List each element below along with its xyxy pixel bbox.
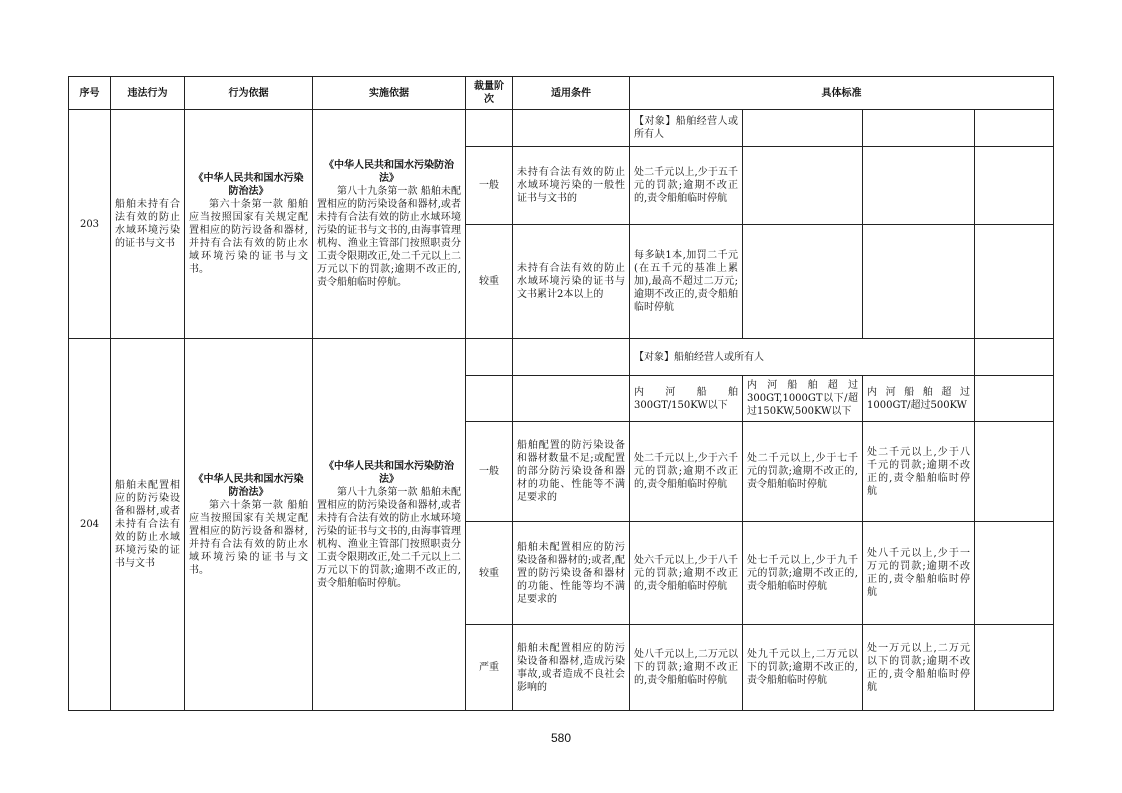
header-level: 裁量阶次 [466, 77, 513, 110]
row-204-basis-text: 第六十条第一款 船舶应当按照国家有关规定配置相应的防污设备和器材,并持有合法有效的防止水域环境污染的证书与文书。 [189, 499, 308, 576]
header-standard: 具体标准 [630, 77, 1054, 110]
row-203-act: 船舶未持有合法有效的防止水域环境污染的证书与文书 [111, 110, 185, 339]
row-204-no: 204 [69, 339, 111, 711]
row-204-basis-title: 《中华人民共和国水污染防治法》 [193, 473, 304, 498]
header-violation: 违法行为 [111, 77, 185, 110]
row-204-cond-2: 船舶未配置相应的防污染设备和器材的;或者,配置的防污染设备和器材的功能、性能等均不满足要求的 [513, 522, 630, 625]
row-204-level-1: 一般 [466, 422, 513, 522]
page-number: 580 [550, 731, 572, 745]
row-204-std-3-a: 处八千元以上,二万元以下的罚款;逾期不改正的,责令船舶临时停航 [630, 625, 743, 711]
row-204-cond-1: 船舶配置的防污染设备和器材数量不足;或配置的部分防污染设备和器材的功能、性能等不满足要求的 [513, 422, 630, 522]
row-203-object: 【对象】船舶经营人或所有人 [630, 110, 743, 147]
row-203-level-2: 较重 [466, 225, 513, 339]
row-204-impl-title: 《中华人民共和国水污染防治法》 [324, 460, 454, 485]
row-204-std-3-c: 处一万元以上,二万元以下的罚款;逾期不改正的,责令船舶临时停航 [863, 625, 975, 711]
row-203-level-1: 一般 [466, 147, 513, 225]
row-203-basis-text: 第六十条第一款 船舶应当按照国家有关规定配置相应的防污设备和器材,并持有合法有效的防止水域环境污染的证书与文书。 [189, 199, 308, 275]
row-204-std-2-c: 处八千元以上,少于一万元的罚款;逾期不改正的,责令船舶临时停航 [863, 522, 975, 625]
row-204-impl [313, 339, 466, 711]
header-basis: 行为依据 [185, 77, 313, 110]
row-204-level-3: 严重 [466, 625, 513, 711]
row-203-impl-text: 第八十九条第一款 船舶未配置相应的防污染设备和器材,或者未持有合法有效的防止水域环境污染的证书与文书的,由海事管理机构、渔业主管部门按照职责分工责令限期改正,处二千元以上二万元以下的罚款;逾期不改正的,责令船舶临时停航。 [317, 186, 461, 288]
row-203-std-1: 处二千元以上,少于五千元的罚款;逾期不改正的,责令船舶临时停航 [630, 147, 743, 225]
row-204-std-1-b: 处二千元以上,少于七千元的罚款;逾期不改正的,责令船舶临时停航 [743, 422, 863, 522]
row-204-cond-3: 船舶未配置相应的防污染设备和器材,造成污染事故,或者造成不良社会影响的 [513, 625, 630, 711]
row-204-cat-1: 内河船舶300GT/150KW以下 [630, 376, 743, 422]
row-204-cat-2: 内河船舶超过300GT,1000GT以下/超过150KW,500KW以下 [743, 376, 863, 422]
row-204-basis [185, 339, 313, 711]
penalty-table [68, 76, 1054, 711]
row-204-std-2-a: 处六千元以上,少于八千元的罚款;逾期不改正的,责令船舶临时停航 [630, 522, 743, 625]
row-203-no: 203 [69, 110, 111, 339]
row-203-basis [185, 110, 313, 339]
table-row [69, 339, 1054, 376]
row-204-std-3-b: 处九千元以上,二万元以下的罚款;逾期不改正的,责令船舶临时停航 [743, 625, 863, 711]
row-203-cond-2: 未持有合法有效的防止水域环境污染的证书与文书累计2本以上的 [513, 225, 630, 339]
row-204-std-2-b: 处七千元以上,少于九千元的罚款;逾期不改正的,责令船舶临时停航 [743, 522, 863, 625]
row-203-cond-1: 未持有合法有效的防止水域环境污染的一般性证书与文书的 [513, 147, 630, 225]
row-203-impl [313, 110, 466, 339]
row-203-basis-title: 《中华人民共和国水污染防治法》 [193, 173, 304, 197]
header-row [69, 77, 1054, 110]
table-row [69, 110, 1054, 147]
row-204-impl-text: 第八十九条第一款 船舶未配置相应的防污染设备和器材,或者未持有合法有效的防止水域环境污染的证书与文书的,由海事管理机构、渔业主管部门按照职责分工责令限期改正,处二千元以上二万元以下的罚款;逾期不改正的,责令船舶临时停航。 [317, 486, 461, 589]
header-implementation: 实施依据 [313, 77, 466, 110]
row-203-impl-title: 《中华人民共和国水污染防治法》 [324, 160, 454, 184]
header-seq: 序号 [69, 77, 111, 110]
header-condition: 适用条件 [513, 77, 630, 110]
row-203-std-2: 每多缺1本,加罚二千元(在五千元的基准上累加),最高不超过二万元;逾期不改正的,责令船舶临时停航 [630, 225, 743, 339]
row-204-level-2: 较重 [466, 522, 513, 625]
row-204-cat-3: 内河船舶超过1000GT/超过500KW [863, 376, 975, 422]
row-204-object: 【对象】船舶经营人或所有人 [630, 339, 975, 376]
row-204-std-1-a: 处二千元以上,少于六千元的罚款;逾期不改正的,责令船舶临时停航 [630, 422, 743, 522]
row-204-std-1-c: 处二千元以上,少于八千元的罚款;逾期不改正的,责令船舶临时停航 [863, 422, 975, 522]
row-204-act: 船舶未配置相应的防污染设备和器材,或者未持有合法有效的防止水域环境污染的证书与文书 [111, 339, 185, 711]
